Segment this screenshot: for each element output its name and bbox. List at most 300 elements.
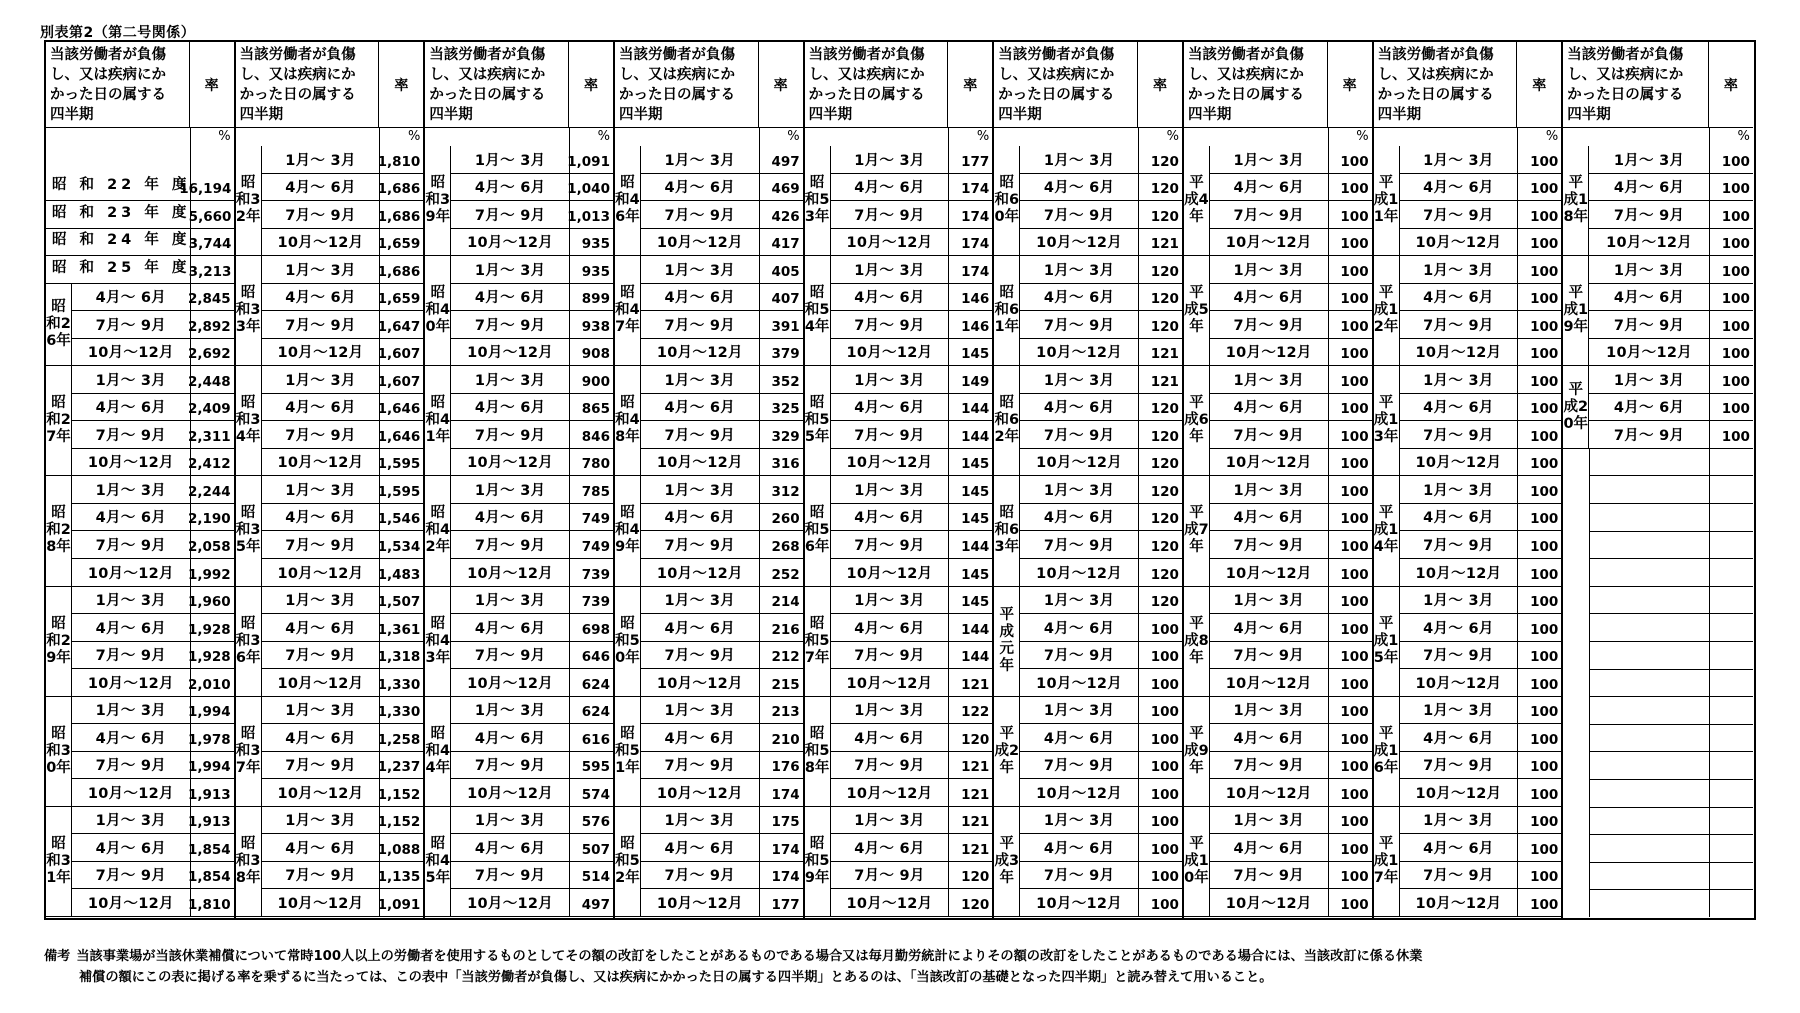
quarter-rows <box>1400 256 1562 365</box>
empty-row <box>1590 587 1753 615</box>
rate-header-label: 率 <box>1137 42 1182 127</box>
era-year-label: 昭和29年 <box>46 587 72 696</box>
quarter-rows <box>1210 366 1372 475</box>
quarter-label: 7月～ 9月 <box>664 648 736 665</box>
quarter-label: 7月～ 9月 <box>95 427 167 444</box>
quarter-row <box>1020 697 1182 725</box>
era-year-label: 昭和47年 <box>615 256 641 365</box>
quarter-label: 7月～ 9月 <box>474 538 546 555</box>
quarter-label: 4月～ 6月 <box>1043 400 1115 417</box>
rate-value: 100 <box>1328 449 1372 476</box>
remarks-note <box>44 946 1764 988</box>
quarter-row <box>1400 862 1562 890</box>
rate-value: 120 <box>1138 476 1182 503</box>
quarter-label: 10月～12月 <box>846 895 933 912</box>
quarter-row <box>831 807 993 835</box>
empty-rate-cell <box>1709 642 1753 669</box>
era-year-label: 平成2年 <box>994 697 1020 806</box>
quarter-row <box>72 476 234 504</box>
year-block <box>236 146 424 256</box>
year-block <box>1374 697 1562 807</box>
quarter-row <box>451 834 613 862</box>
quarter-label: 10月～12月 <box>467 345 554 362</box>
quarter-row <box>1400 476 1562 504</box>
quarter-label: 10月～12月 <box>1225 345 1312 362</box>
empty-cell <box>1590 693 1709 696</box>
quarter-row <box>1020 642 1182 670</box>
rate-value: 426 <box>759 201 803 228</box>
percent-unit-row <box>425 128 613 146</box>
quarter-label: 7月～ 9月 <box>285 427 356 444</box>
year-block <box>615 697 803 807</box>
rate-value: 1,507 <box>379 587 423 614</box>
quarter-row <box>1589 256 1753 284</box>
rate-value: 100 <box>1517 284 1561 311</box>
quarter-label: 10月～12月 <box>277 345 364 362</box>
quarter-rows <box>1210 697 1372 806</box>
quarter-row <box>1589 311 1753 339</box>
quarter-row <box>1210 256 1372 284</box>
era-year-label: 昭和59年 <box>805 807 831 916</box>
quarter-label: 4月～ 6月 <box>474 510 546 527</box>
quarter-row <box>1400 669 1562 696</box>
rate-value: 1,686 <box>379 174 423 201</box>
empty-cell <box>1590 748 1709 751</box>
quarter-label: 4月～ 6月 <box>1423 620 1494 637</box>
quarter-row <box>1020 229 1182 256</box>
era-year-label: 平成13年 <box>1374 366 1400 475</box>
quarter-row <box>1020 807 1182 835</box>
quarter-label: 7月～ 9月 <box>474 758 546 775</box>
quarter-row <box>72 559 234 586</box>
quarter-label: 4月～ 6月 <box>474 620 546 637</box>
quarter-rows <box>451 587 613 696</box>
quarter-label: 1月～ 3月 <box>1043 813 1115 830</box>
quarter-label: 10月～12月 <box>1036 565 1123 582</box>
quarter-label: 7月～ 9月 <box>1613 207 1685 224</box>
year-block <box>994 476 1182 586</box>
rate-value: 100 <box>1328 531 1372 558</box>
rate-value: 938 <box>569 311 613 338</box>
quarter-label: 7月～ 9月 <box>1233 868 1305 885</box>
quarter-rows <box>641 146 803 255</box>
quarter-row <box>1020 862 1182 890</box>
quarter-row <box>1210 229 1372 256</box>
quarter-row <box>1020 889 1182 916</box>
rate-value: 1,595 <box>379 449 423 476</box>
era-year-label: 平成12年 <box>1374 256 1400 365</box>
quarter-label: 10月～12月 <box>277 565 364 582</box>
quarter-label: 7月～ 9月 <box>854 427 925 444</box>
rate-value: 1,091 <box>379 889 423 916</box>
year-block <box>1563 366 1753 449</box>
year-block <box>236 476 424 586</box>
quarter-label: 4月～ 6月 <box>854 180 925 197</box>
rate-value: 100 <box>1138 697 1182 724</box>
year-block <box>46 284 234 367</box>
percent-unit: % <box>569 128 613 146</box>
quarter-row <box>1210 476 1372 504</box>
empty-cell <box>1590 583 1709 586</box>
rate-value: 210 <box>759 724 803 751</box>
quarter-header-label: 当該労働者が負傷 し、又は疾病にか かった日の属する 四半期 <box>50 47 166 123</box>
quarter-row <box>1400 311 1562 339</box>
year-block <box>615 587 803 697</box>
rate-value: 121 <box>948 779 992 806</box>
column-header <box>1563 42 1753 128</box>
column-body <box>1563 146 1753 918</box>
quarter-label: 1月～ 3月 <box>95 703 167 720</box>
rate-value: 100 <box>1138 642 1182 669</box>
quarter-row <box>72 669 234 696</box>
quarter-rows <box>1400 146 1562 255</box>
quarter-label: 1月～ 3月 <box>95 372 167 389</box>
year-block <box>994 256 1182 366</box>
rate-value: 1,258 <box>379 724 423 751</box>
percent-unit-row <box>1563 128 1753 146</box>
quarter-label: 10月～12月 <box>467 675 554 692</box>
era-year-label: 昭和32年 <box>236 146 262 255</box>
quarter-label: 4月～ 6月 <box>1233 620 1305 637</box>
empty-row <box>1590 697 1753 725</box>
rate-value: 146 <box>948 284 992 311</box>
quarter-row <box>1210 174 1372 202</box>
year-block <box>615 366 803 476</box>
spacer <box>1374 128 1518 146</box>
empty-row <box>1590 532 1753 560</box>
quarter-row <box>831 752 993 780</box>
quarter-row <box>1210 449 1372 476</box>
quarter-row <box>451 504 613 532</box>
empty-row <box>1590 559 1753 587</box>
quarter-row <box>1210 284 1372 312</box>
quarter-row <box>641 669 803 696</box>
quarter-label: 10月～12月 <box>87 785 174 802</box>
year-block <box>615 807 803 917</box>
era-year-label: 昭和33年 <box>236 256 262 365</box>
quarter-row <box>831 201 993 229</box>
quarter-label: 1月～ 3月 <box>1043 482 1115 499</box>
quarter-row <box>451 394 613 422</box>
quarter-label: 1月～ 3月 <box>285 152 356 169</box>
quarter-header-label: 当該労働者が負傷 し、又は疾病にか かった日の属する 四半期 <box>1187 47 1304 123</box>
quarter-row <box>1210 834 1372 862</box>
quarter-row <box>1210 421 1372 449</box>
year-block <box>805 587 993 697</box>
rate-value: 100 <box>1328 642 1372 669</box>
quarter-label: 7月～ 9月 <box>1043 207 1115 224</box>
rate-value: 174 <box>948 256 992 283</box>
rate-value: 100 <box>1709 311 1753 338</box>
quarter-row <box>1020 421 1182 449</box>
quarter-label: 1月～ 3月 <box>1233 482 1305 499</box>
era-year-label: 昭和41年 <box>425 366 451 475</box>
quarter-row <box>1400 394 1562 422</box>
quarter-label: 4月～ 6月 <box>664 840 736 857</box>
quarter-row <box>831 834 993 862</box>
rate-value: 1,960 <box>190 587 234 614</box>
quarter-header-label: 当該労働者が負傷 し、又は疾病にか かった日の属する 四半期 <box>808 47 925 123</box>
quarter-label: 1月～ 3月 <box>285 813 356 830</box>
rate-value: 177 <box>759 889 803 916</box>
rate-value: 121 <box>948 807 992 834</box>
table-title: 別表第2（第二号関係） <box>40 25 196 41</box>
quarter-row <box>1020 284 1182 312</box>
quarter-label: 4月～ 6月 <box>285 730 356 747</box>
empty-row <box>1590 449 1753 477</box>
quarter-label: 4月～ 6月 <box>664 730 736 747</box>
column-body <box>615 146 803 918</box>
spacer <box>805 128 949 146</box>
rate-value: 100 <box>1328 394 1372 421</box>
quarter-row <box>1589 421 1753 448</box>
quarter-row <box>262 587 424 615</box>
quarter-label: 1月～ 3月 <box>854 593 925 610</box>
table-column-7 <box>1184 42 1374 918</box>
quarter-label: 4月～ 6月 <box>95 290 167 307</box>
percent-unit-row <box>615 128 803 146</box>
quarter-label: 10月～12月 <box>1036 895 1123 912</box>
quarter-row <box>72 311 234 339</box>
quarter-label: 10月～12月 <box>467 785 554 802</box>
rate-value: 100 <box>1328 366 1372 393</box>
quarter-label: 7月～ 9月 <box>1233 317 1305 334</box>
era-year-label: 昭和51年 <box>615 697 641 806</box>
year-block <box>994 146 1182 256</box>
quarter-row <box>1210 697 1372 725</box>
era-year-label: 昭和61年 <box>994 256 1020 365</box>
quarter-label: 1月～ 3月 <box>1043 703 1115 720</box>
quarter-row <box>262 311 424 339</box>
year-block <box>1374 256 1562 366</box>
rate-value: 5,660 <box>190 201 234 228</box>
quarter-rows <box>641 476 803 585</box>
era-year-label: 平成11年 <box>1374 146 1400 255</box>
era-year-label: 昭和46年 <box>615 146 641 255</box>
rate-value: 120 <box>948 862 992 889</box>
quarter-row <box>1400 146 1562 174</box>
rate-value: 576 <box>569 807 613 834</box>
percent-unit: % <box>1328 128 1372 146</box>
column-header <box>1184 42 1372 128</box>
quarter-label: 1月～ 3月 <box>854 372 925 389</box>
year-block <box>1184 697 1372 807</box>
quarter-label: 1月～ 3月 <box>664 703 736 720</box>
quarter-label: 1月～ 3月 <box>1613 262 1685 279</box>
quarter-rows <box>1020 587 1182 696</box>
rate-value: 100 <box>1517 476 1561 503</box>
quarter-label: 4月～ 6月 <box>285 620 356 637</box>
rate-value: 100 <box>1517 559 1561 586</box>
quarter-row <box>641 256 803 284</box>
quarter-label: 1月～ 3月 <box>1233 262 1305 279</box>
rate-value: 405 <box>759 256 803 283</box>
quarter-row <box>831 504 993 532</box>
rate-value: 100 <box>1709 366 1753 393</box>
rate-header-label: 率 <box>758 42 803 127</box>
year-block <box>805 256 993 366</box>
rate-value: 1,810 <box>379 146 423 173</box>
quarter-row <box>831 889 993 916</box>
quarter-row <box>1400 366 1562 394</box>
rate-value: 1,928 <box>190 642 234 669</box>
rate-value: 935 <box>569 229 613 256</box>
rate-value: 100 <box>1517 174 1561 201</box>
quarter-rows <box>1400 697 1562 806</box>
quarter-label: 4月～ 6月 <box>1423 840 1494 857</box>
quarter-label: 7月～ 9月 <box>1233 538 1305 555</box>
quarter-label: 7月～ 9月 <box>285 317 356 334</box>
quarter-rows <box>831 807 993 916</box>
empty-rate-cell <box>1709 780 1753 807</box>
rate-value: 100 <box>1517 807 1561 834</box>
column-header <box>805 42 993 128</box>
rate-value: 121 <box>1138 339 1182 366</box>
rate-value: 100 <box>1709 421 1753 448</box>
rate-value: 497 <box>759 146 803 173</box>
quarter-label: 10月～12月 <box>87 345 174 362</box>
quarter-row <box>831 531 993 559</box>
quarter-row <box>1589 146 1753 174</box>
quarter-label: 1月～ 3月 <box>95 593 167 610</box>
quarter-rows <box>262 366 424 475</box>
quarter-label: 10月～12月 <box>1036 675 1123 692</box>
rate-value: 146 <box>948 311 992 338</box>
rate-value: 1,318 <box>379 642 423 669</box>
quarter-row <box>262 807 424 835</box>
remarks-label: 備考 <box>44 949 71 964</box>
quarter-label: 1月～ 3月 <box>1233 813 1305 830</box>
fiscal-year-label: 昭 和 23 年 度 <box>52 204 191 221</box>
quarter-row <box>1210 642 1372 670</box>
quarter-rows <box>1400 366 1562 475</box>
rate-value: 2,409 <box>190 394 234 421</box>
era-year-label: 平成15年 <box>1374 587 1400 696</box>
quarter-label: 4月～ 6月 <box>1043 620 1115 637</box>
quarter-label: 10月～12月 <box>1415 345 1502 362</box>
quarter-label: 4月～ 6月 <box>664 510 736 527</box>
rate-value: 352 <box>759 366 803 393</box>
quarter-label: 7月～ 9月 <box>285 648 356 665</box>
quarter-row <box>641 339 803 366</box>
quarter-label: 10月～12月 <box>1415 895 1502 912</box>
rate-value: 624 <box>569 669 613 696</box>
rate-value: 144 <box>948 642 992 669</box>
quarter-rows <box>831 476 993 585</box>
quarter-row <box>641 311 803 339</box>
quarter-label: 7月～ 9月 <box>1423 427 1494 444</box>
quarter-label: 1月～ 3月 <box>285 482 356 499</box>
quarter-label: 7月～ 9月 <box>474 868 546 885</box>
quarter-row <box>1210 366 1372 394</box>
column-header <box>236 42 424 128</box>
quarter-label: 1月～ 3月 <box>854 482 925 499</box>
rate-value: 846 <box>569 421 613 448</box>
rate-value: 1,646 <box>379 394 423 421</box>
quarter-label: 10月～12月 <box>1036 235 1123 252</box>
quarter-label: 7月～ 9月 <box>1423 868 1494 885</box>
rate-value: 100 <box>1328 862 1372 889</box>
quarter-row <box>72 779 234 806</box>
quarter-row <box>831 559 993 586</box>
rate-value: 100 <box>1328 504 1372 531</box>
quarter-label: 10月～12月 <box>467 565 554 582</box>
era-year-label: 平成17年 <box>1374 807 1400 916</box>
quarter-label: 10月～12月 <box>467 895 554 912</box>
quarter-row <box>451 146 613 174</box>
rate-header-label: 率 <box>1516 42 1561 127</box>
quarter-row <box>1020 201 1182 229</box>
quarter-label: 1月～ 3月 <box>95 482 167 499</box>
quarter-row <box>1210 146 1372 174</box>
era-year-label: 平成19年 <box>1563 256 1589 365</box>
year-block <box>1184 256 1372 366</box>
rate-value: 100 <box>1517 614 1561 641</box>
quarter-label: 7月～ 9月 <box>1043 648 1115 665</box>
quarter-label: 4月～ 6月 <box>1233 730 1305 747</box>
rate-value: 1,330 <box>379 669 423 696</box>
column-body <box>805 146 993 918</box>
rate-value: 1,152 <box>379 779 423 806</box>
year-block <box>1563 146 1753 256</box>
rate-value: 174 <box>759 862 803 889</box>
quarter-label: 1月～ 3月 <box>285 262 356 279</box>
rate-value: 120 <box>948 724 992 751</box>
rate-value: 100 <box>1328 229 1372 256</box>
quarter-row <box>72 862 234 890</box>
quarter-label: 7月～ 9月 <box>474 207 546 224</box>
quarter-row <box>641 394 803 422</box>
quarter-rows <box>262 697 424 806</box>
rate-value: 2,244 <box>190 476 234 503</box>
quarter-label: 4月～ 6月 <box>285 840 356 857</box>
empty-rate-cell <box>1709 697 1753 724</box>
rate-value: 100 <box>1517 862 1561 889</box>
rate-value: 100 <box>1709 229 1753 256</box>
quarter-rows <box>1020 476 1182 585</box>
era-year-label: 昭和27年 <box>46 366 72 475</box>
rate-value: 1,607 <box>379 339 423 366</box>
quarter-row <box>1210 807 1372 835</box>
remarks-line-2: 補償の額にこの表に掲げる率を乗ずるに当たっては、この表中「当該労働者が負傷し、又は疾病にかかった日の属する四半期」とあるのは、「当該改訂の基礎となった四半期」と読み替えて用いること。 <box>79 970 1273 985</box>
quarter-label: 7月～ 9月 <box>664 427 736 444</box>
rate-value: 1,647 <box>379 311 423 338</box>
rate-value: 100 <box>1517 504 1561 531</box>
rate-value: 100 <box>1517 339 1561 366</box>
empty-row <box>1590 476 1753 504</box>
quarter-label: 7月～ 9月 <box>854 868 925 885</box>
quarter-row <box>451 642 613 670</box>
rate-value: 100 <box>1138 779 1182 806</box>
quarter-rows <box>831 256 993 365</box>
quarter-label: 1月～ 3月 <box>664 262 736 279</box>
rate-value: 100 <box>1328 779 1372 806</box>
quarter-label: 10月～12月 <box>277 895 364 912</box>
quarter-row <box>262 724 424 752</box>
quarter-label: 4月～ 6月 <box>1233 290 1305 307</box>
quarter-row <box>1400 504 1562 532</box>
quarter-label: 7月～ 9月 <box>1423 758 1494 775</box>
rate-value: 120 <box>948 889 992 916</box>
empty-row <box>1590 835 1753 863</box>
quarter-label: 4月～ 6月 <box>664 290 736 307</box>
percent-unit-row <box>46 128 234 146</box>
quarter-label: 7月～ 9月 <box>1233 427 1305 444</box>
quarter-row <box>641 366 803 394</box>
quarter-row <box>72 889 234 916</box>
year-block <box>1184 807 1372 917</box>
quarter-row <box>1400 752 1562 780</box>
